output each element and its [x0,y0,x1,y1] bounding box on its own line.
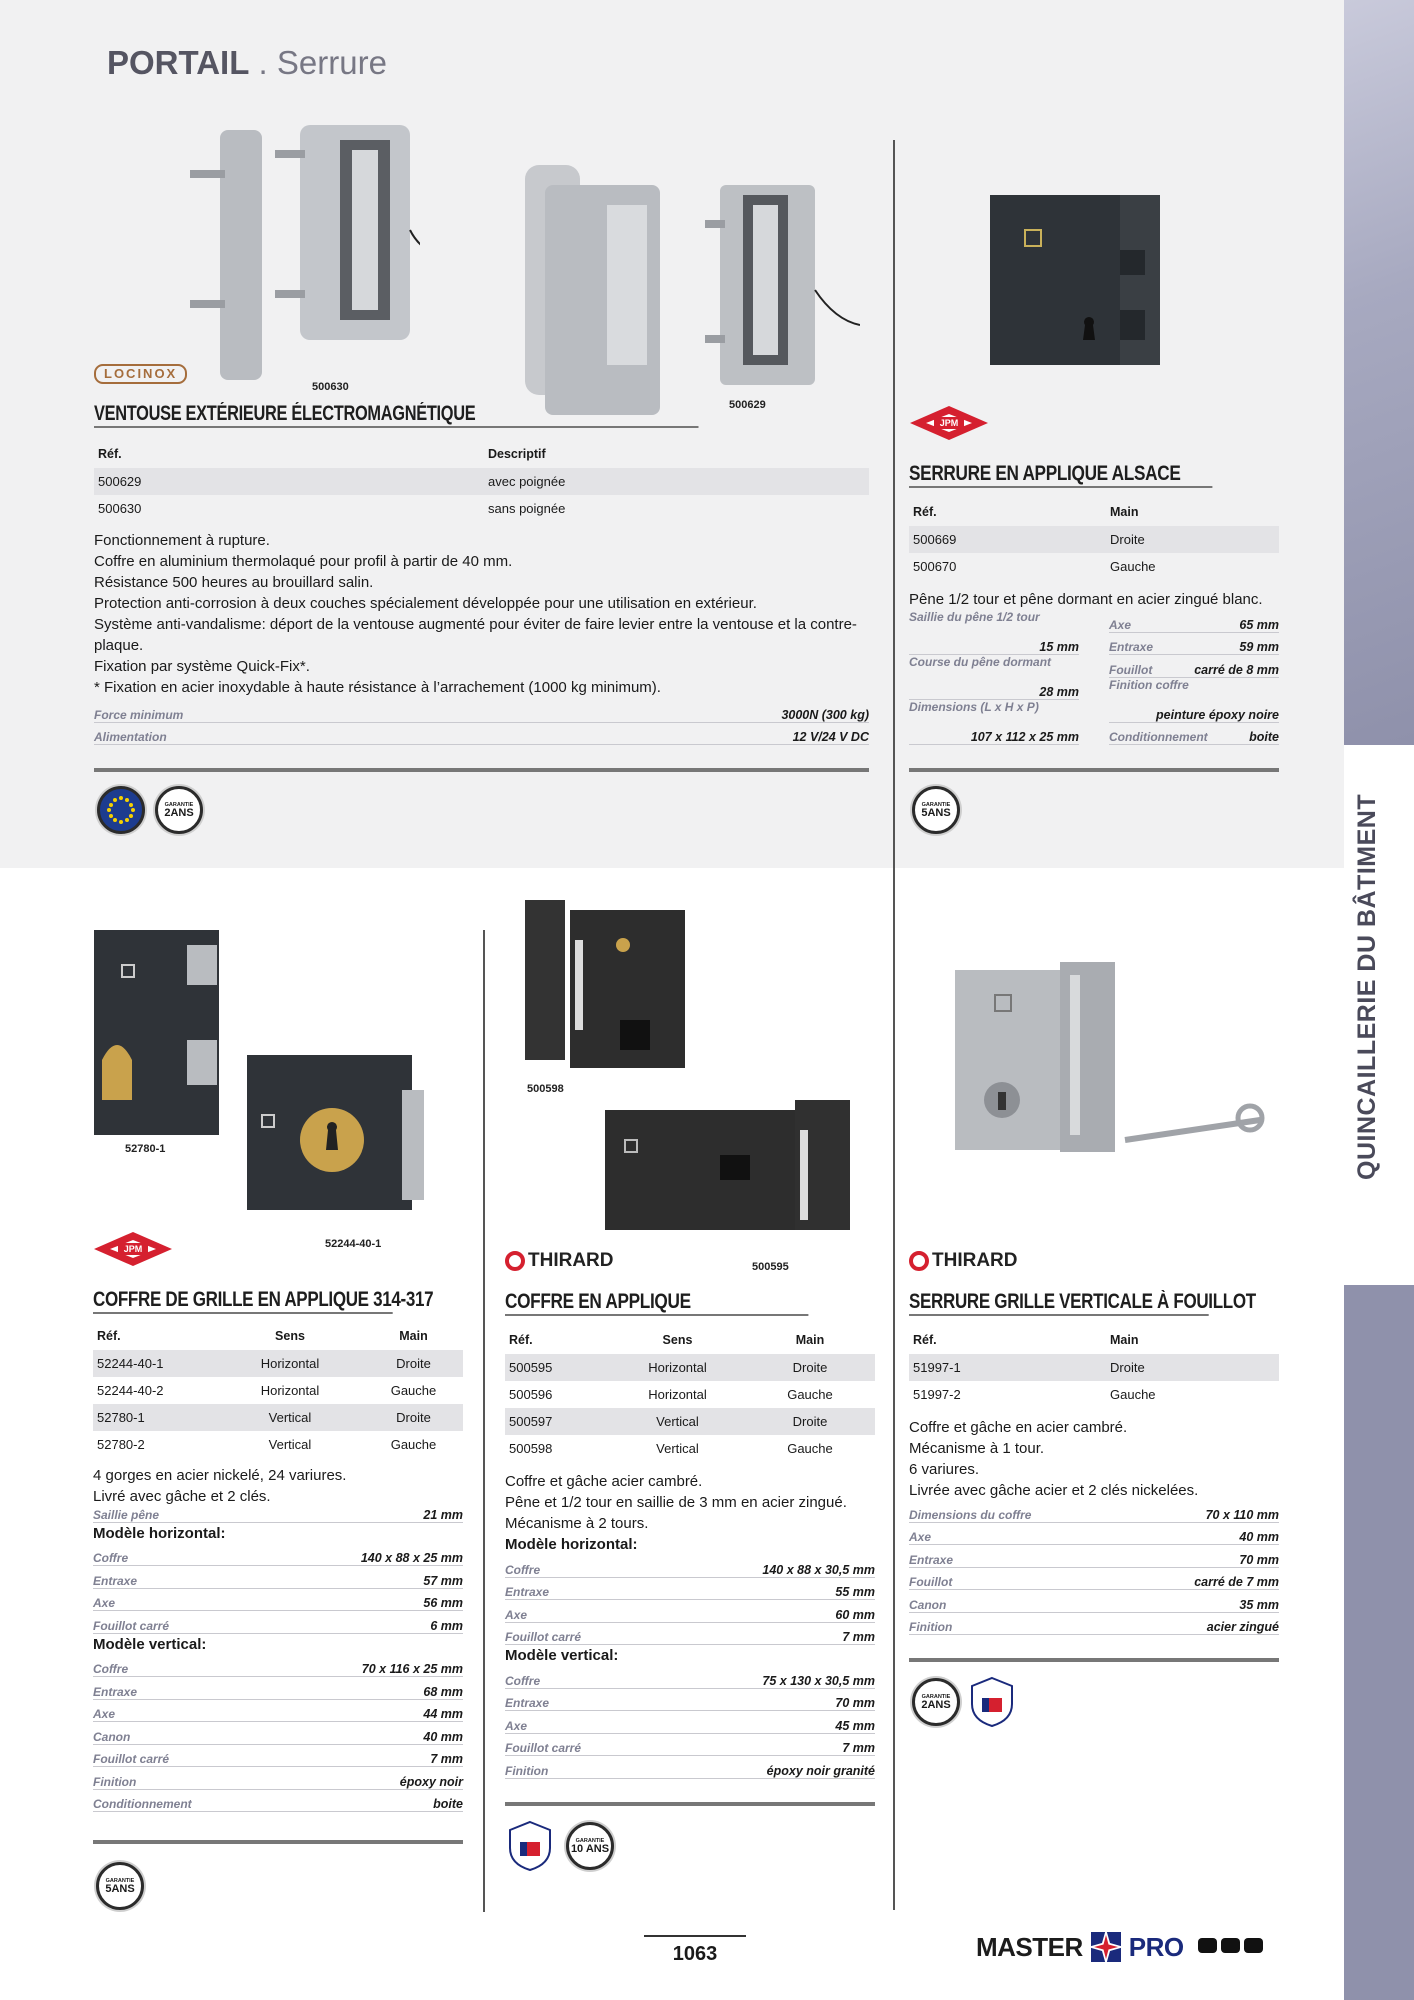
image-ref-500629: 500629 [729,399,766,411]
image-ref-500598: 500598 [527,1083,564,1095]
section-rule [909,1658,1279,1662]
brand-logo-jpm [92,1230,174,1268]
section-title-grille-314: COFFRE DE GRILLE EN APPLIQUE 314-317 [93,1288,393,1314]
warranty-badge-5ans: GARANTIE 5ANS [912,786,960,834]
spec-group-heading: Modèle vertical: [93,1635,207,1653]
table-row: 52780-2 Vertical Gauche [97,1437,437,1452]
image-ref-500630: 500630 [312,381,349,393]
eu-flag-badge-icon [97,786,145,834]
serrure-fouillot-specs [909,1500,1279,1635]
made-in-france-shield-icon [508,1820,552,1872]
table-row: 500595 Horizontal Droite [505,1354,875,1381]
spec-row: Saillie pêne 21 mm [93,1500,463,1523]
spec-row: Coffre 75 x 130 x 30,5 mm [505,1666,875,1689]
table-row: 500669 Droite [909,526,1279,553]
warranty-badge-10ans: GARANTIE 10 ANS [566,1822,614,1870]
spec-row: Conditionnement boite [1109,723,1279,746]
coffre-applique-description: Coffre et gâche acier cambré. Pêne et 1/2 tour en saillie de 3 mm en acier zingué. Mécanisme à 2 tours. [505,1473,847,1532]
ventouse-description: Fonctionnement à rupture. Coffre en aluminium thermolaqué pour profil à partir de 40 mm. Résistance 500 heures au brouillard salin. Protection anti-corrosion à deux couches spécialement développée pour une utilisation en extérieur. Système anti-vandalisme: déport de la ventouse augmenté pour éviter de faire levier entre la ventouse et la contre- plaque. Fixation par système Quick-Fix*. * Fixation en acier inoxydable à haute résistance à l’arrachement (1000 kg minimum). [94,532,857,696]
image-ref-52244-40-1: 52244-40-1 [325,1238,382,1250]
made-in-france-shield-icon [970,1676,1014,1728]
spec-row: Finition époxy noir [93,1767,463,1790]
table-row: 500597 Vertical Droite [505,1408,875,1435]
section-rule [94,768,869,772]
table-row: 52244-40-2 Horizontal Gauche [97,1383,437,1398]
spec-row: Axe 44 mm [93,1700,463,1723]
ventouse-ref-table: Réf. Descriptif 500629 avec poignée 500630 sans poignée [94,440,869,522]
spec-row: Fouillot carré de 8 mm [1109,655,1279,678]
table-row: 500670 Gauche [913,559,1156,574]
thirard-circle-icon [909,1251,929,1271]
decorative-dots [1198,1938,1263,1953]
spec-row: Entraxe 59 mm [1109,633,1279,656]
table-row: 51997-1 Droite [909,1354,1279,1381]
column-divider-right [893,140,895,1910]
spec-group-heading: Modèle horizontal: [93,1524,226,1542]
column-divider-left [483,930,485,1912]
spec-row: Finition époxy noir granité [505,1756,875,1779]
warranty-badge-2ans: GARANTIE 2ANS [155,786,203,834]
alsace-specs [909,610,1279,745]
page-title: PORTAIL . Serrure [107,44,387,81]
table-row: 500598 Vertical Gauche [509,1441,833,1456]
image-ref-52780-1: 52780-1 [125,1143,166,1155]
brand-logo-locinox: LOCINOX [94,364,187,384]
spec-row: Coffre 70 x 116 x 25 mm [93,1655,463,1678]
grille-314-specs [93,1500,463,1812]
svg-text:JPM: JPM [123,1244,143,1254]
spec-row: Coffre 140 x 88 x 30,5 mm [505,1555,875,1578]
ventouse-500629-image [515,160,860,420]
coffre-applique-image [520,895,870,1250]
spec-row: Conditionnement boite [93,1790,463,1813]
masterpro-logo: MASTER PRO [976,1926,1184,1968]
spec-row: Dimensions du coffre 70 x 110 mm [909,1500,1279,1523]
svg-text:JPM: JPM [939,418,959,428]
section-rule [909,768,1279,772]
serrure-fouillot-image [950,960,1270,1185]
grille-314-description: 4 gorges en acier nickelé, 24 variures. Livré avec gâche et 2 clés. [93,1467,347,1505]
spec-row: Finition coffre peinture époxy noire [1109,677,1279,722]
section-title-coffre-applique: COFFRE EN APPLIQUE [505,1290,808,1316]
spec-row: Axe 45 mm [505,1711,875,1734]
spec-row: Force minimum 3000N (300 kg) [94,700,869,723]
warranty-badge-5ans: GARANTIE 5ANS [96,1862,144,1910]
serrure-fouillot-ref-table: Réf. Main 51997-1 Droite 51997-2 Gauche [909,1326,1279,1408]
spec-group-heading: Modèle vertical: [505,1647,619,1664]
side-strip-decoration [1344,0,1414,740]
table-row: 52780-1 Vertical Droite [93,1404,463,1431]
thirard-circle-icon [505,1251,525,1271]
spec-row: Alimentation 12 V/24 V DC [94,723,869,746]
spec-row: Saillie du pêne 1/2 tour 15 mm [909,610,1079,654]
spec-row: Fouillot carré 7 mm [93,1745,463,1768]
table-row: 51997-2 Gauche [913,1387,1156,1402]
spec-row: Fouillot carré de 7 mm [909,1568,1279,1591]
spec-row: Axe 40 mm [909,1523,1279,1546]
table-row: 500630 sans poignée [98,501,566,516]
spec-row: Axe 56 mm [93,1589,463,1612]
alsace-description: Pêne 1/2 tour et pêne dormant en acier zingué blanc. [909,591,1263,608]
spec-row: Entraxe 68 mm [93,1677,463,1700]
grille-314-ref-table: Réf. Sens Main 52244-40-1 Horizontal Droite 52244-40-2 Horizontal Gauche 52780-1 Vertical Droite 52780-2 Vertical Gauche [93,1322,463,1458]
spec-row: Entraxe 70 mm [505,1689,875,1712]
coffre-applique-specs [505,1534,875,1779]
section-rule [505,1802,875,1806]
spec-row: Canon 40 mm [93,1722,463,1745]
serrure-fouillot-description: Coffre et gâche en acier cambré. Mécanisme à 1 tour. 6 variures. Livrée avec gâche acier et 2 clés nickelées. [909,1419,1199,1499]
spec-row: Fouillot carré 7 mm [505,1734,875,1757]
spec-row: Axe 65 mm [1109,610,1279,633]
spec-row: Entraxe 70 mm [909,1545,1279,1568]
page-number: 1063 [644,1935,746,1966]
brand-logo-thirard: THIRARD [909,1250,1018,1272]
section-title-serrure-fouillot: SERRURE GRILLE VERTICALE À FOUILLOT [909,1290,1209,1316]
alsace-ref-table: Réf. Main 500669 Droite 500670 Gauche [909,498,1279,580]
spec-row: Entraxe 55 mm [505,1578,875,1601]
spec-row: Canon 35 mm [909,1590,1279,1613]
spec-row: Fouillot carré 6 mm [93,1611,463,1634]
spec-row: Dimensions (L x H x P) 107 x 112 x 25 mm [909,700,1079,744]
table-row: 52244-40-1 Horizontal Droite [93,1350,463,1377]
brand-logo-thirard: THIRARD [505,1250,614,1272]
spec-row: Entraxe 57 mm [93,1566,463,1589]
table-row: 500629 avec poignée [94,468,869,495]
side-category-title: QUINCAILLERIE DU BÂTIMENT [1353,793,1381,1180]
spec-row: Axe 60 mm [505,1600,875,1623]
alsace-lock-image [985,190,1165,375]
image-ref-500595: 500595 [752,1261,789,1273]
brand-logo-jpm [908,404,990,442]
spec-row: Course du pêne dormant 28 mm [909,655,1079,699]
coffre-applique-ref-table: Réf. Sens Main 500595 Horizontal Droite 500596 Horizontal Gauche 500597 Vertical Droite 500598 Vertical Gauche [505,1326,875,1462]
ventouse-specs [94,700,869,745]
ventouse-500630-image [170,120,420,390]
warranty-badge-2ans: GARANTIE 2ANS [912,1678,960,1726]
spec-row: Fouillot carré 7 mm [505,1623,875,1646]
masterpro-star-icon [1085,1926,1127,1968]
section-title-alsace: SERRURE EN APPLIQUE ALSACE [909,462,1212,488]
table-row: 500596 Horizontal Gauche [509,1387,833,1402]
grille-314-image [92,925,442,1225]
spec-group-heading: Modèle horizontal: [505,1536,638,1553]
spec-row: Coffre 140 x 88 x 25 mm [93,1544,463,1567]
spec-row: Finition acier zingué [909,1613,1279,1636]
section-rule [93,1840,463,1844]
section-title-ventouse: VENTOUSE EXTÉRIEURE ÉLECTROMAGNÉTIQUE [94,402,699,428]
